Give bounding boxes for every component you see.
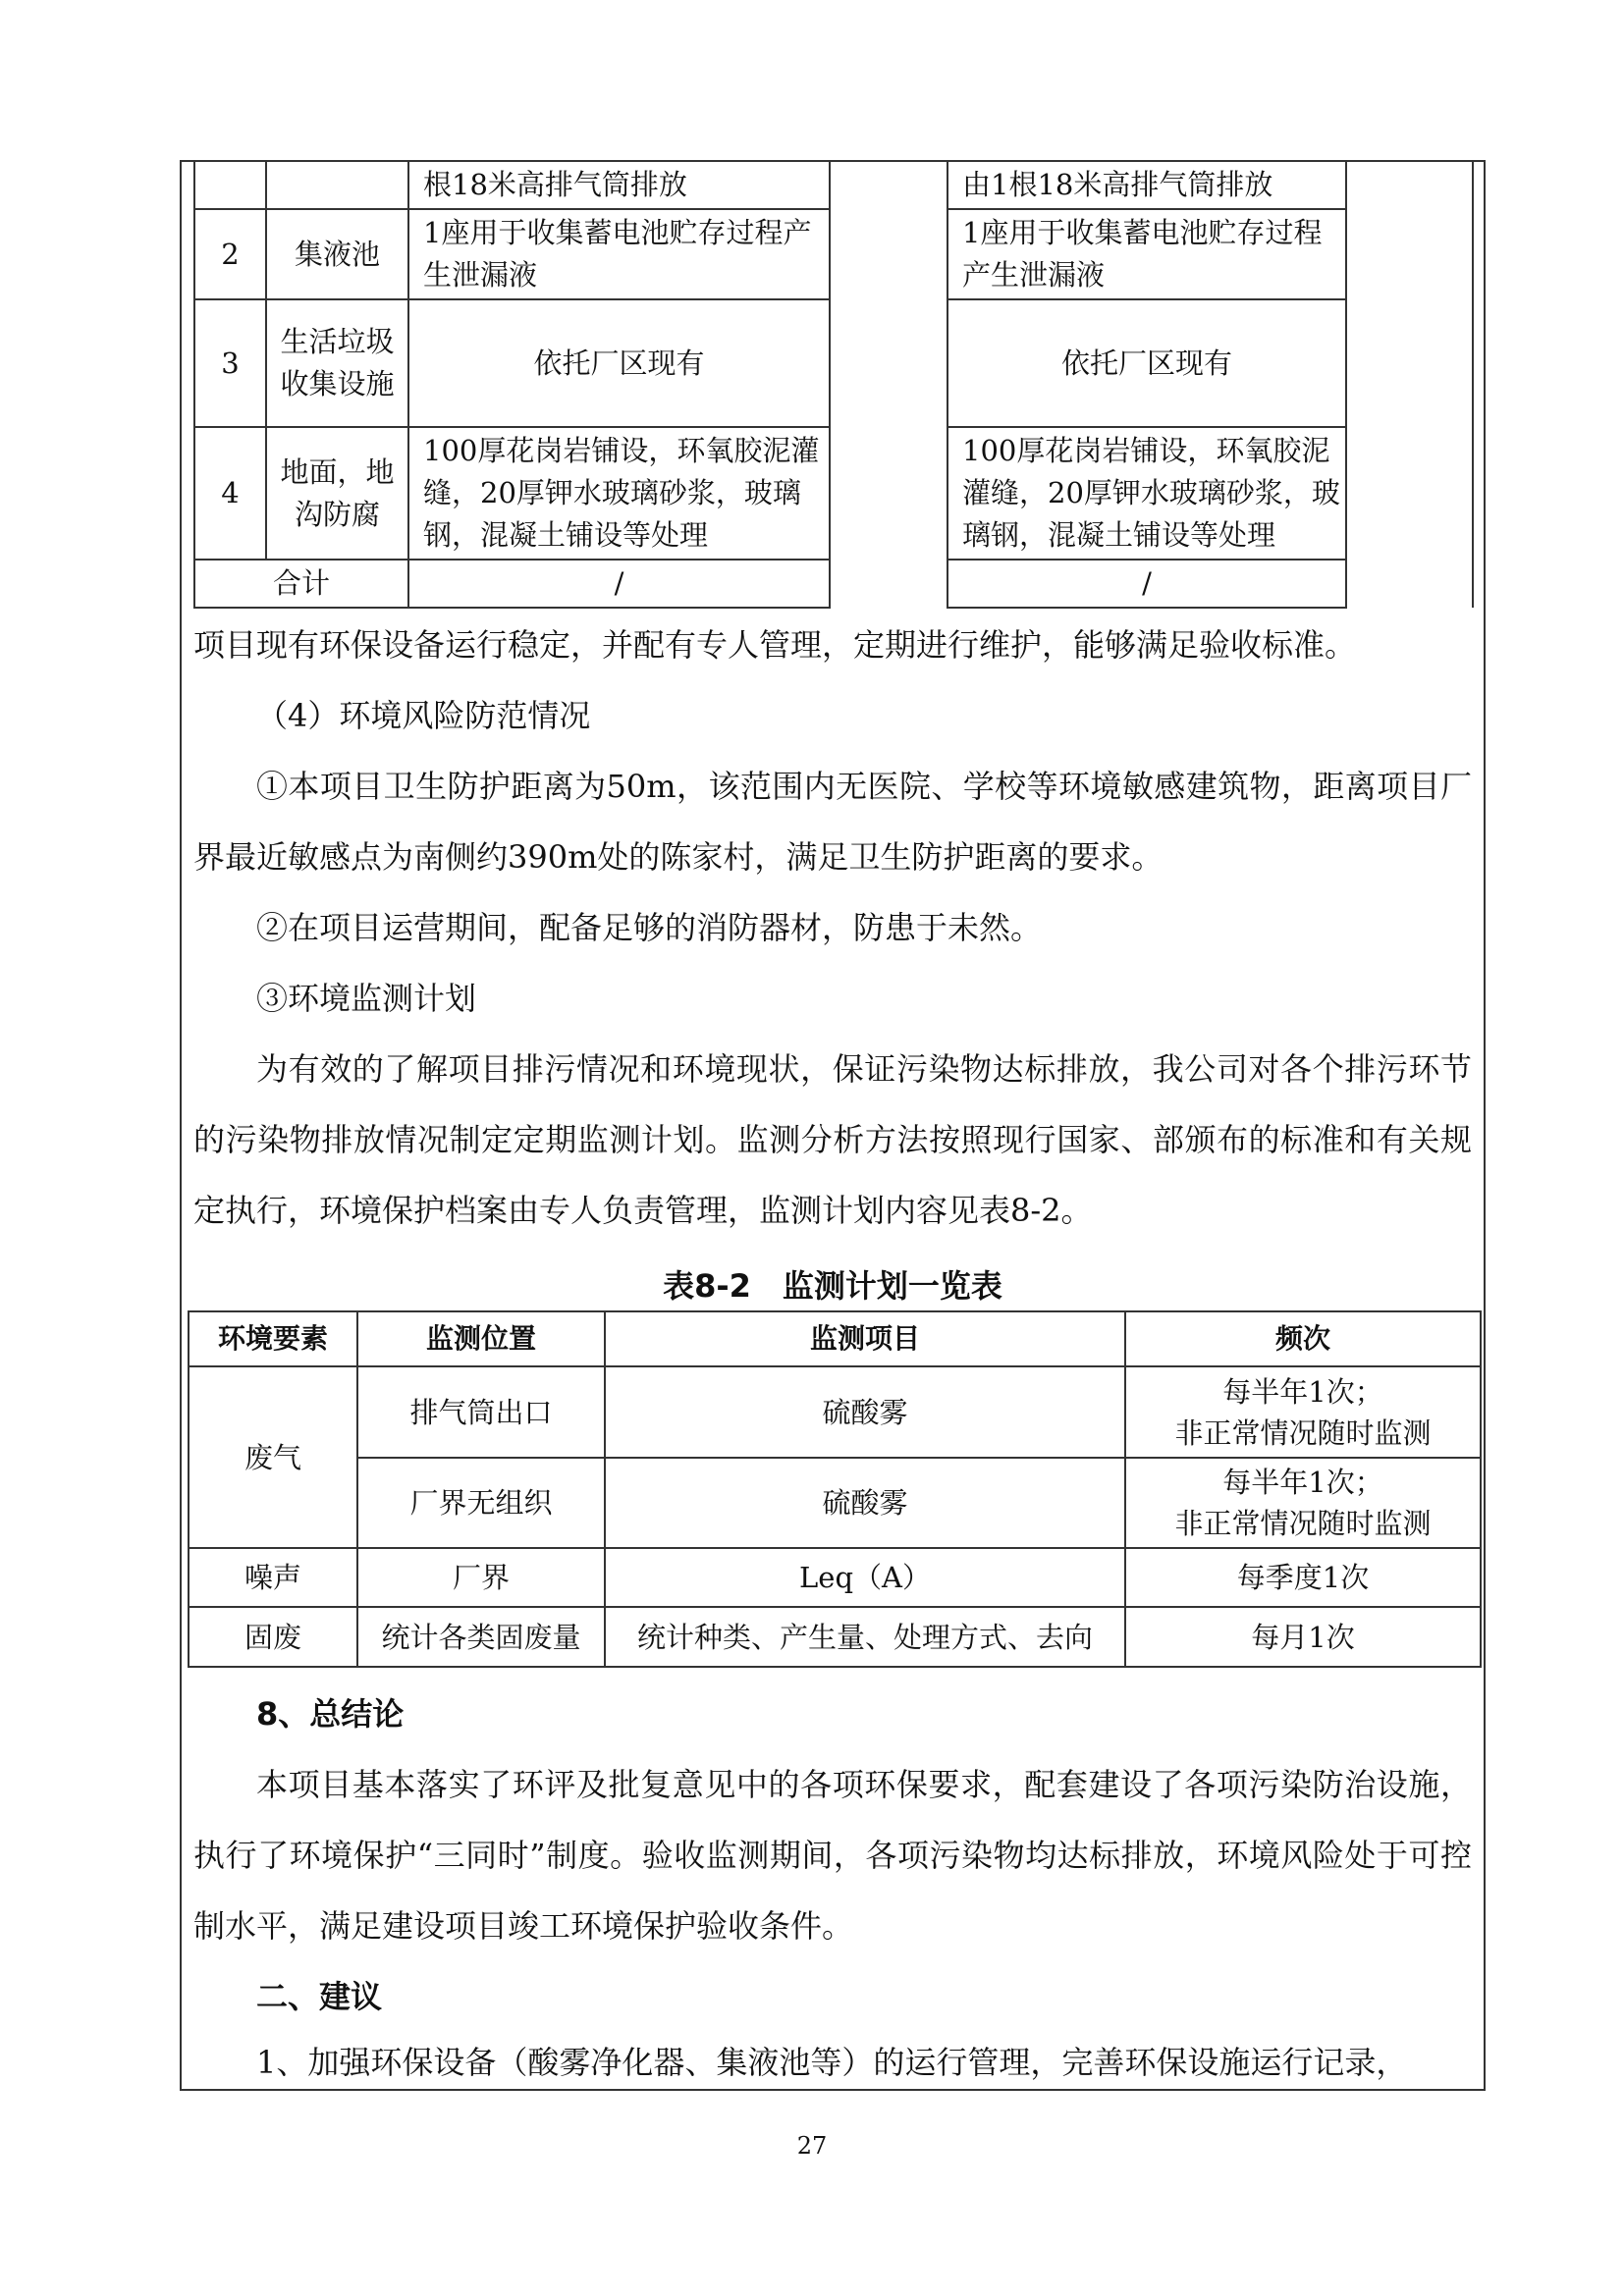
facility-name: 生活垃圾收集设施	[266, 299, 408, 427]
page-number: 27	[796, 2132, 828, 2160]
item-cell: Leq（A）	[605, 1548, 1125, 1608]
table-header-row	[189, 1311, 1481, 1366]
actual-measure: 1座用于收集蓄电池贮存过程产生泄漏液	[947, 209, 1346, 299]
facility-name	[266, 161, 408, 209]
table-row	[189, 1458, 1481, 1548]
total-label: 合计	[194, 560, 408, 608]
frequency-line: 非正常情况随时监测	[1174, 1415, 1432, 1450]
frequency-line: 非正常情况随时监测	[1174, 1506, 1432, 1540]
paragraph-fire-equipment: ②在项目运营期间，配备足够的消防器材，防患于未然。	[256, 909, 1043, 946]
total-planned: /	[408, 560, 830, 608]
section-heading-risk: （4）环境风险防范情况	[256, 697, 591, 734]
location-cell: 统计各类固废量	[357, 1607, 605, 1667]
spacer-column	[830, 161, 947, 608]
total-actual: /	[947, 560, 1346, 608]
column-header: 监测项目	[605, 1311, 1125, 1366]
frequency-line: 每半年1次；	[1222, 1374, 1383, 1409]
item-cell: 硫酸雾	[605, 1458, 1125, 1548]
facility-name: 地面，地沟防腐	[266, 427, 408, 560]
suggestion-text: 1、加强环保设备（酸雾净化器、集液池等）的运行管理，完善环保设施运行记录，	[256, 2044, 1408, 2081]
monitoring-table	[188, 1310, 1482, 1668]
element-cell: 噪声	[189, 1548, 357, 1608]
element-cell: 废气	[189, 1366, 357, 1547]
paragraph-monitoring-heading: ③环境监测计划	[256, 980, 477, 1017]
frequency-cell: 每季度1次	[1125, 1548, 1481, 1608]
facility-name: 集液池	[266, 209, 408, 299]
table-row	[189, 1366, 1481, 1457]
table-caption: 表8-2 监测计划一览表	[663, 1267, 1002, 1305]
column-header: 频次	[1125, 1311, 1481, 1366]
location-cell: 厂界无组织	[357, 1458, 605, 1548]
facility-table	[193, 160, 1474, 609]
column-header: 环境要素	[189, 1311, 357, 1366]
frequency-cell: 每月1次	[1125, 1607, 1481, 1667]
frequency-cell	[1125, 1458, 1481, 1548]
item-cell: 硫酸雾	[605, 1366, 1125, 1457]
table-row	[189, 1607, 1481, 1667]
actual-measure: 由1根18米高排气筒排放	[947, 161, 1346, 209]
frequency-cell	[1125, 1366, 1481, 1457]
suggestion-heading: 二、建议	[256, 1978, 383, 2015]
row-number	[194, 161, 266, 209]
paragraph-protection-distance: ①本项目卫生防护距离为50m，该范围内无医院、学校等环境敏感建筑物，距离项目厂界最近敏感点为南侧约390m处的陈家村，满足卫生防护距离的要求。	[193, 768, 1472, 876]
element-cell: 固废	[189, 1607, 357, 1667]
spacer-column	[1346, 161, 1473, 608]
frequency-line: 每半年1次；	[1222, 1465, 1383, 1499]
table-row	[194, 161, 1473, 209]
row-number: 4	[194, 427, 266, 560]
planned-measure: 1座用于收集蓄电池贮存过程产生泄漏液	[408, 209, 830, 299]
conclusion-text: 本项目基本落实了环评及批复意见中的各项环保要求，配套建设了各项污染防治设施，执行了环境保护“三同时”制度。验收监测期间，各项污染物均达标排放，环境风险处于可控制水平，满足建设项目竣工环境保护验收条件。	[193, 1766, 1472, 1945]
planned-measure: 依托厂区现有	[408, 299, 830, 427]
actual-measure: 100厚花岗岩铺设，环氧胶泥灌缝，20厚钾水玻璃砂浆，玻璃钢，混凝土铺设等处理	[947, 427, 1346, 560]
planned-measure: 根18米高排气筒排放	[408, 161, 830, 209]
planned-measure: 100厚花岗岩铺设，环氧胶泥灌缝，20厚钾水玻璃砂浆，玻璃钢，混凝土铺设等处理	[408, 427, 830, 560]
actual-measure: 依托厂区现有	[947, 299, 1346, 427]
row-number: 2	[194, 209, 266, 299]
location-cell: 厂界	[357, 1548, 605, 1608]
location-cell: 排气筒出口	[357, 1366, 605, 1457]
column-header: 监测位置	[357, 1311, 605, 1366]
paragraph-equipment: 项目现有环保设备运行稳定，并配有专人管理，定期进行维护，能够满足验收标准。	[193, 626, 1357, 664]
paragraph-monitoring-plan: 为有效的了解项目排污情况和环境现状，保证污染物达标排放，我公司对各个排污环节的污染物排放情况制定定期监测计划。监测分析方法按照现行国家、部颁布的标准和有关规定执行，环境保护档案由专人负责管理，监测计划内容见表8-2。	[193, 1050, 1472, 1229]
item-cell: 统计种类、产生量、处理方式、去向	[605, 1607, 1125, 1667]
row-number: 3	[194, 299, 266, 427]
conclusion-heading: 8、总结论	[256, 1695, 405, 1733]
table-row	[189, 1548, 1481, 1608]
